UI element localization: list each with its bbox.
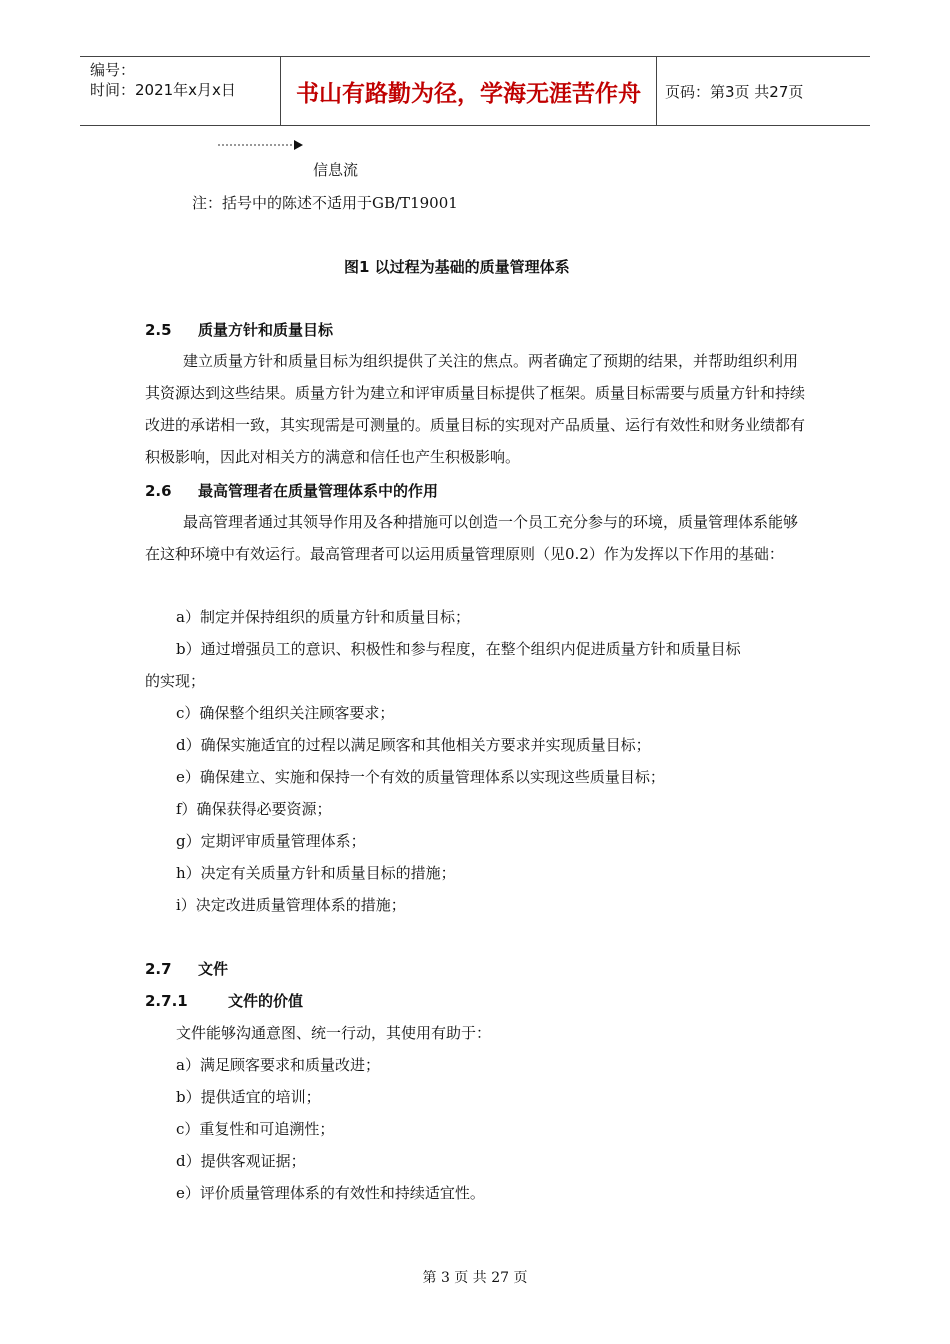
dotted-arrow-icon	[218, 139, 303, 151]
list-item: e）评价质量管理体系的有效性和持续适宜性。	[176, 1184, 485, 1202]
list-item: b）通过增强员工的意识、积极性和参与程度，在整个组织内促进质量方针和质量目标	[176, 640, 741, 658]
header-motto: 书山有路勤为径，学海无涯苦作舟	[280, 57, 657, 125]
info-flow-label: 信息流	[313, 161, 359, 179]
section-title-2-7: 文件	[198, 960, 229, 978]
list-item: c）确保整个组织关注顾客要求；	[176, 704, 395, 722]
subsection-title-2-7-1: 文件的价值	[228, 992, 304, 1010]
list-item: e）确保建立、实施和保持一个有效的质量管理体系以实现这些质量目标；	[176, 768, 665, 786]
list-item: h）决定有关质量方针和质量目标的措施；	[176, 864, 456, 882]
header-meta	[80, 57, 280, 125]
header-page-info: 页码：第3页 共27页	[665, 82, 804, 101]
section-number-2-7: 2.7	[145, 960, 172, 978]
section-paragraph-2-6: 最高管理者通过其领导作用及各种措施可以创造一个员工充分参与的环境，质量管理体系能够在这种环境中有效运行。最高管理者可以运用质量管理原则（见0.2）作为发挥以下作用的基础：	[145, 513, 799, 563]
page-footer: 第 3 页 共 27 页	[422, 1270, 528, 1286]
section-number-2-6: 2.6	[145, 482, 172, 500]
section-paragraph-2-5: 建立质量方针和质量目标为组织提供了关注的焦点。两者确定了预期的结果，并帮助组织利用其资源达到这些结果。质量方针为建立和评审质量目标提供了框架。质量目标需要与质量方针和持续改进的承诺相一致，其实现需是可测量的。质量目标的实现对产品质量、运行有效性和财务业绩都有积极影响，因此对相关方的满意和信任也产生积极影响。	[145, 352, 806, 466]
list-item: a）满足顾客要求和质量改进；	[176, 1056, 380, 1074]
list-item: c）重复性和可追溯性；	[176, 1120, 335, 1138]
list-item: f）确保获得必要资源；	[176, 800, 332, 818]
section-title-2-6: 最高管理者在质量管理体系中的作用	[198, 482, 439, 500]
list-item: d）确保实施适宜的过程以满足顾客和其他相关方要求并实现质量目标；	[176, 736, 651, 754]
number-label: 编号：	[90, 61, 136, 79]
figure-caption: 图1 以过程为基础的质量管理体系	[344, 258, 570, 276]
subsection-number-2-7-1: 2.7.1	[145, 992, 188, 1010]
subsection-intro: 文件能够沟通意图、统一行动，其使用有助于：	[176, 1024, 492, 1042]
figure-note: 注：括号中的陈述不适用于GB/T19001	[192, 194, 458, 212]
list-item: d）提供客观证据；	[176, 1152, 306, 1170]
list-item-continuation: 的实现；	[145, 672, 206, 690]
section-title-2-5: 质量方针和质量目标	[198, 321, 334, 339]
page-header	[80, 56, 870, 126]
list-item: g）定期评审质量管理体系；	[176, 832, 366, 850]
date-line: 时间：2021年x月x日	[90, 81, 236, 99]
list-item: a）制定并保持组织的质量方针和质量目标；	[176, 608, 470, 626]
section-number-2-5: 2.5	[145, 321, 172, 339]
list-item: i）决定改进质量管理体系的措施；	[176, 896, 406, 914]
list-item: b）提供适宜的培训；	[176, 1088, 321, 1106]
